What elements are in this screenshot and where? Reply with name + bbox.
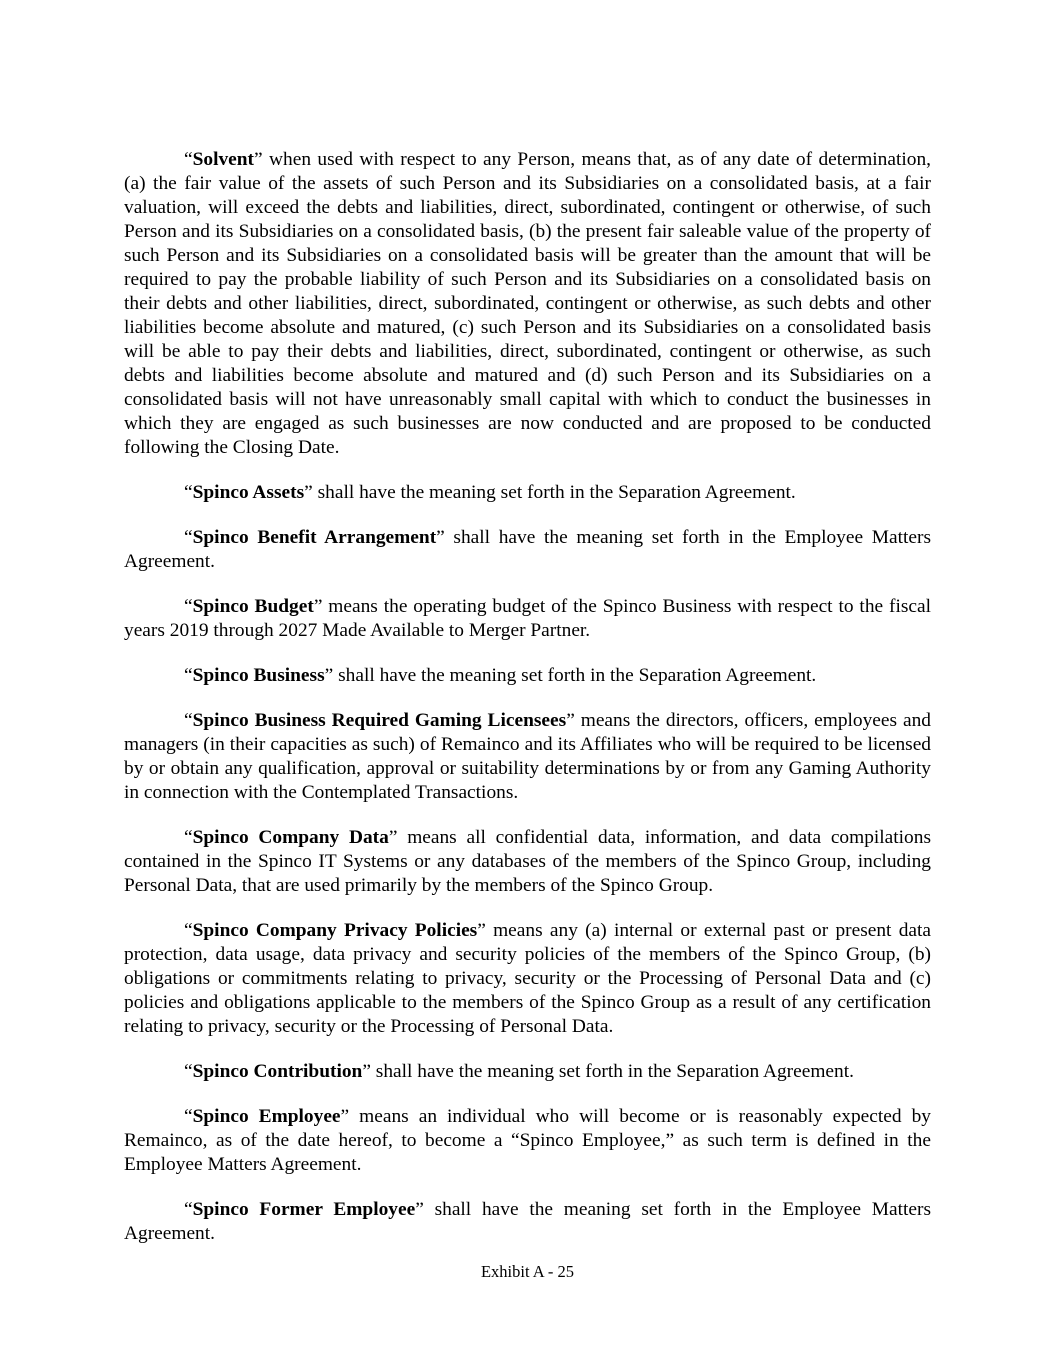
defined-term: Spinco Company Data xyxy=(192,827,389,848)
definition-text: shall have the meaning set forth in the Separation Agreement. xyxy=(333,665,817,686)
definition-text: shall have the meaning set forth in the Separation Agreement. xyxy=(370,1061,854,1082)
definition-text: means the directors, officers, employees and managers (in their capacities as such) of Remainco and its Affiliates who will be required to be licensed by or obtain any qualification, approval or suitability determinations by or from any Gaming Authority in connection with the Contemplated Transactions. xyxy=(124,710,931,803)
definition-paragraph: “Spinco Employee” means an individual who will become or is reasonably expected by Remainco, as of the date hereof, to become a “Spinco Employee,” as such term is defined in the Employee Matters Agreement. xyxy=(124,1106,931,1175)
definition-paragraph: “Solvent” when used with respect to any Person, means that, as of any date of determination, (a) the fair value of the assets of such Person and its Subsidiaries on a consolidated basis, at a fair valuation, will exceed the debts and liabilities, direct, subordinated, contingent or otherwise, of such Person and its Subsidiaries on a consolidated basis, (b) the present fair saleable value of the property of such Person and its Subsidiaries on a consolidated basis will be greater than the amount that will be required to pay the probable liability of such Person and its Subsidiaries on a consolidated basis on their debts and other liabilities, direct, subordinated, contingent or otherwise, as such debts and other liabilities become absolute and matured, (c) such Person and its Subsidiaries on a consolidated basis will be able to pay their debts and liabilities, direct, subordinated, contingent or otherwise, as such debts and liabilities become absolute and matured and (d) such Person and its Subsidiaries on a consolidated basis will not have unreasonably small capital with which to conduct the businesses in which they are engaged as such businesses are now conducted and are proposed to be conducted following the Closing Date. xyxy=(124,149,931,458)
definition-text: shall have the meaning set forth in the Employee Matters Agreement. xyxy=(124,527,931,572)
defined-term: Solvent xyxy=(192,149,255,170)
defined-term: Spinco Employee xyxy=(192,1106,341,1127)
definition-paragraph: “Spinco Assets” shall have the meaning set forth in the Separation Agreement. xyxy=(184,482,796,503)
defined-term: Spinco Benefit Arrangement xyxy=(192,527,437,548)
definition-text: means the operating budget of the Spinco Business with respect to the fiscal years 2019 through 2027 Made Available to Merger Partner. xyxy=(124,596,931,641)
definition-text: means any (a) internal or external past or present data protection, data usage, data privacy and security policies of the members of the Spinco Group, (b) obligations or commitments relating to privacy, security or the Processing of Personal Data and (c) policies and obligations applicable to the members of the Spinco Group as a result of any certification relating to privacy, security or the Processing of Personal Data. xyxy=(124,920,931,1037)
defined-term: Spinco Business xyxy=(192,665,325,686)
definition-paragraph: “Spinco Business” shall have the meaning set forth in the Separation Agreement. xyxy=(184,665,817,686)
definition-paragraph: “Spinco Former Employee” shall have the meaning set forth in the Employee Matters Agreement. xyxy=(124,1199,931,1244)
defined-term: Spinco Budget xyxy=(192,596,314,617)
definition-text: shall have the meaning set forth in the Employee Matters Agreement. xyxy=(124,1199,931,1244)
defined-term: Spinco Company Privacy Policies xyxy=(192,920,478,941)
definition-paragraph: “Spinco Budget” means the operating budget of the Spinco Business with respect to the fiscal years 2019 through 2027 Made Available to Merger Partner. xyxy=(124,596,931,641)
document-body xyxy=(124,148,931,1267)
defined-term: Spinco Contribution xyxy=(192,1061,363,1082)
defined-term: Spinco Former Employee xyxy=(192,1199,416,1220)
definition-text: when used with respect to any Person, means that, as of any date of determination, (a) the fair value of the assets of such Person and its Subsidiaries on a consolidated basis, at a fair valuation, will exceed the debts and liabilities, direct, subordinated, contingent or otherwise, of such Person and its Subsidiaries on a consolidated basis, (b) the present fair saleable value of the property of such Person and its Subsidiaries on a consolidated basis will be greater than the amount that will be required to pay the probable liability of such Person and its Subsidiaries on a consolidated basis on their debts and other liabilities, direct, subordinated, contingent or otherwise, as such debts and other liabilities become absolute and matured, (c) such Person and its Subsidiaries on a consolidated basis will be able to pay their debts and liabilities, direct, subordinated, contingent or otherwise, as such debts and liabilities become absolute and matured and (d) such Person and its Subsidiaries on a consolidated basis will not have unreasonably small capital with which to conduct the businesses in which they are engaged as such businesses are now conducted and are proposed to be conducted following the Closing Date. xyxy=(124,149,931,458)
definition-paragraph: “Spinco Company Data” means all confidential data, information, and data compilations contained in the Spinco IT Systems or any databases of the members of the Spinco Group, including Personal Data, that are used primarily by the members of the Spinco Group. xyxy=(124,827,931,896)
definition-text: shall have the meaning set forth in the Separation Agreement. xyxy=(312,482,796,503)
definition-text: means all confidential data, information, and data compilations contained in the Spinco IT Systems or any databases of the members of the Spinco Group, including Personal Data, that are used primarily by the members of the Spinco Group. xyxy=(124,827,931,896)
definition-paragraph: “Spinco Business Required Gaming Licensees” means the directors, officers, employees and managers (in their capacities as such) of Remainco and its Affiliates who will be required to be licensed by or obtain any qualification, approval or suitability determinations by or from any Gaming Authority in connection with the Contemplated Transactions. xyxy=(124,710,931,803)
definition-paragraph: “Spinco Benefit Arrangement” shall have the meaning set forth in the Employee Matters Agreement. xyxy=(124,527,931,572)
page-footer: Exhibit A - 25 xyxy=(480,1262,575,1281)
definition-text: means an individual who will become or is reasonably expected by Remainco, as of the date hereof, to become a “Spinco Employee,” as such term is defined in the Employee Matters Agreement. xyxy=(124,1106,931,1175)
definition-paragraph: “Spinco Company Privacy Policies” means any (a) internal or external past or present data protection, data usage, data privacy and security policies of the members of the Spinco Group, (b) obligations or commitments relating to privacy, security or the Processing of Personal Data and (c) policies and obligations applicable to the members of the Spinco Group as a result of any certification relating to privacy, security or the Processing of Personal Data. xyxy=(124,920,931,1037)
defined-term: Spinco Business Required Gaming Licensees xyxy=(192,710,567,731)
defined-term: Spinco Assets xyxy=(192,482,305,503)
definition-paragraph: “Spinco Contribution” shall have the meaning set forth in the Separation Agreement. xyxy=(184,1061,854,1082)
